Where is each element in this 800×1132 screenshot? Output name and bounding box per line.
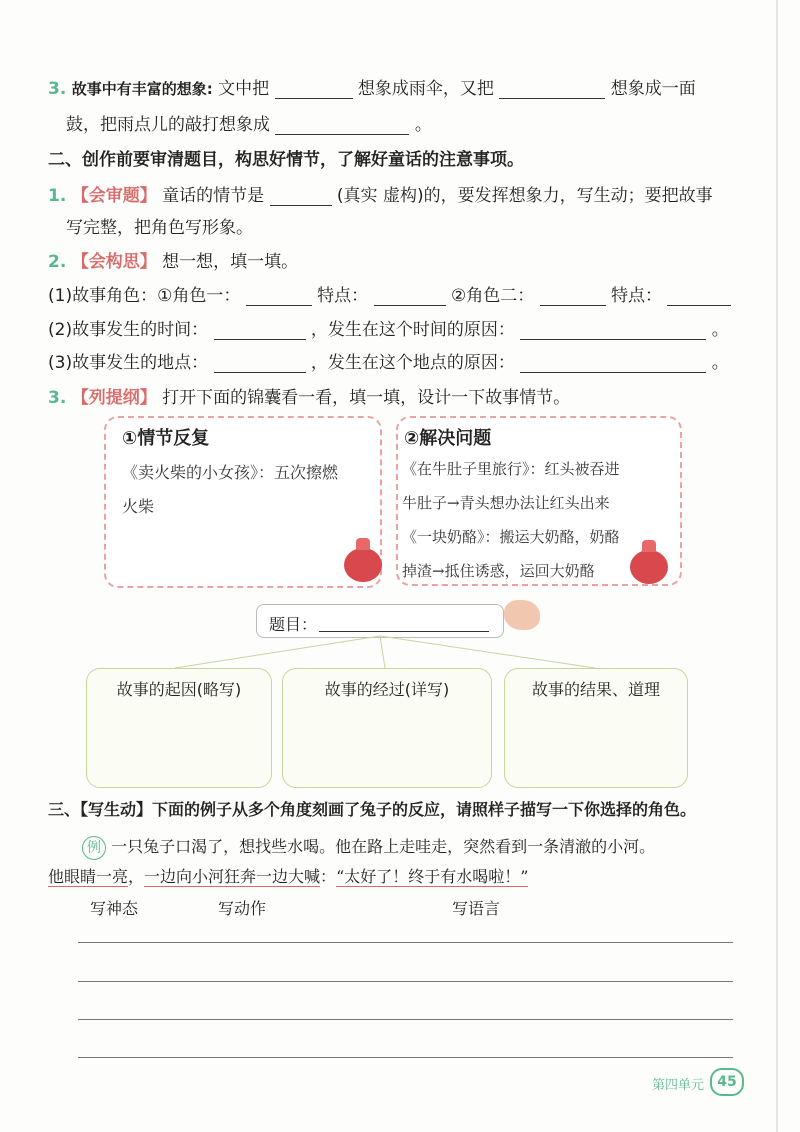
q3-line2-text: 鼓，把雨点儿的敲打想象成: [66, 115, 270, 135]
tip2-line1: 《在牛肚子里旅行》：红头被吞进: [402, 460, 620, 478]
example-mark: 例: [82, 836, 106, 860]
section3-heading: [48, 797, 696, 820]
example-line1: [82, 834, 655, 860]
s2-q2-text: 想一想，填一填。: [162, 252, 299, 272]
writing-line[interactable]: [78, 981, 733, 982]
tip1-title: ①情节反复: [122, 428, 210, 449]
example-line2: [48, 864, 528, 887]
s2-q2-row3-c: 。: [711, 353, 729, 373]
outline-box-result-title: 故事的结果、道理: [531, 680, 660, 699]
q3-text3: 想象成一面: [610, 79, 696, 99]
q3-number: 3.: [48, 79, 67, 99]
s2-q2-row1-d: 特点：: [611, 286, 663, 306]
tip1-line1: 《卖火柴的小女孩》：五次擦燃: [122, 463, 339, 482]
label-speech: 写语言: [452, 899, 501, 918]
writing-line[interactable]: [78, 1057, 733, 1058]
s2-q2-row1-c: ②角色二：: [450, 286, 535, 306]
tip2-title: ②解决问题: [404, 428, 492, 449]
connector-right: [380, 636, 595, 668]
s2-q3-text: 打开下面的锦囊看一看，填一填，设计一下故事情节。: [162, 388, 571, 408]
label-action: 写动作: [218, 899, 267, 918]
s2-q2-row3-b: ，发生在这个地点的原因：: [310, 353, 515, 373]
outline-box-process[interactable]: [282, 668, 492, 788]
unit-label: 第四单元: [652, 1078, 705, 1093]
s2-q1-text1: 童话的情节是: [162, 186, 265, 206]
example-action: 一边向小河狂奔一边大喊: [144, 867, 321, 886]
example-speech: “太好了！终于有水喝啦！”: [336, 867, 529, 886]
s2-q1-line2: 写完整，把角色写形象。: [66, 218, 253, 238]
outline-box-cause[interactable]: [86, 668, 272, 788]
s2-q2-row1-b: 特点：: [317, 286, 369, 306]
connector-middle: [380, 636, 385, 668]
label-expression: 写神态: [90, 899, 139, 918]
page-number: 45: [710, 1068, 744, 1096]
tip2-line4: 掉渣→抵住诱惑，运回大奶酪: [402, 562, 595, 580]
example-comma: ，: [128, 867, 145, 886]
s2-q2-tag: 【会构思】: [71, 252, 157, 272]
outline-box-process-title: 故事的经过(详写): [324, 680, 450, 699]
tip2-line2: 牛肚子→青头想办法让红头出来: [402, 494, 610, 512]
s2-q3-number: 3.: [48, 388, 67, 408]
s2-q2-row1-a: (1)故事角色：①角色一：: [48, 286, 241, 306]
s2-q3-tag: 【列提纲】: [71, 388, 157, 408]
s2-q2-row2-c: 。: [711, 320, 729, 340]
tip2-line3: 《一块奶酪》：搬运大奶酪，奶酪: [402, 528, 620, 546]
writing-line[interactable]: [78, 1019, 733, 1020]
q3-text2: 想象成雨伞，又把: [357, 79, 494, 99]
s2-q1-number: 1.: [48, 186, 67, 206]
s2-q2-number: 2.: [48, 252, 67, 272]
section2-heading: 二、创作前要审清题目，构思好情节，了解好童话的注意事项。: [48, 150, 524, 170]
section3-tag: 【写生动】: [80, 800, 153, 819]
s2-q1-tag: 【会审题】: [71, 186, 157, 206]
writing-line[interactable]: [78, 942, 733, 943]
s2-q2-row3-a: (3)故事发生的地点：: [48, 353, 209, 373]
q3-text1: 文中把: [218, 79, 270, 99]
connector-left: [175, 636, 380, 668]
example-colon: ：: [320, 867, 337, 886]
tip1-line2: 火柴: [122, 497, 155, 516]
example-expression: 他眼睛一亮: [48, 867, 129, 886]
outline-box-cause-title: 故事的起因(略写): [116, 680, 242, 699]
q3-label: 故事中有丰富的想象:: [71, 80, 213, 98]
example-text1: 一只兔子口渴了，想找些水喝。他在路上走哇走，突然看到一条清澈的小河。: [111, 837, 656, 856]
s2-q2-row2-a: (2)故事发生的时间：: [48, 320, 209, 340]
s2-q2-row2-b: ，发生在这个时间的原因：: [310, 320, 515, 340]
outline-box-result[interactable]: [504, 668, 688, 788]
section3-prefix: 三、: [48, 800, 81, 819]
section3-text: 下面的例子从多个角度刻画了兔子的反应，请照样子描写一下你选择的角色。: [152, 800, 697, 819]
s2-q1-text2: (真实 虚构)的，要发挥想象力，写生动；要把故事: [336, 186, 713, 206]
outline-title-label: 题目：: [269, 615, 318, 634]
q3-line2-end: 。: [414, 115, 432, 135]
